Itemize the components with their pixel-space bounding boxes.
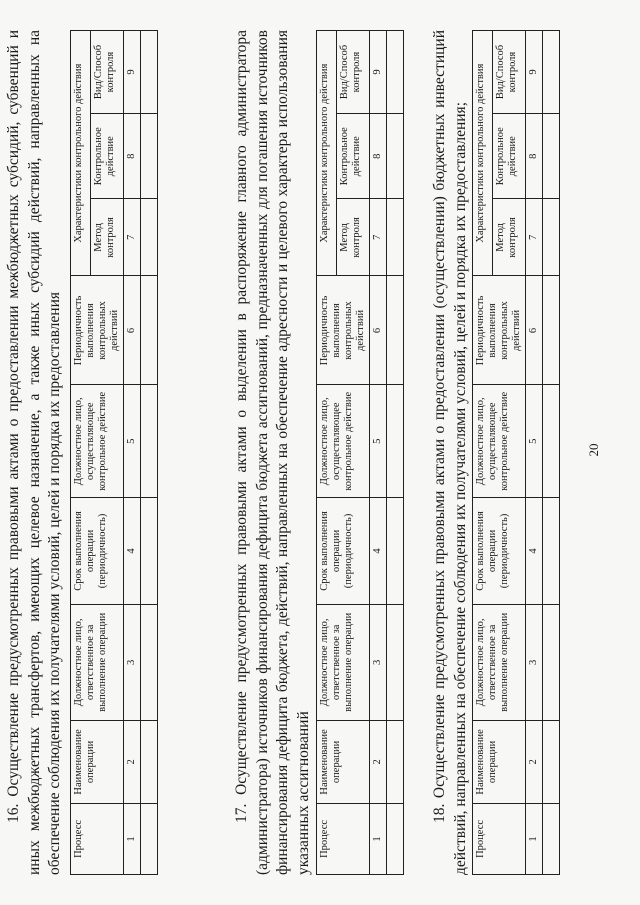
col-number: 4 (526, 498, 543, 605)
table-row-numbers (526, 31, 543, 875)
page-number: 20 (586, 443, 601, 457)
header-type: Вид/Способ контроля (492, 31, 525, 114)
table-row-numbers (124, 31, 141, 875)
col-number: 5 (526, 385, 543, 498)
col-number: 6 (124, 276, 141, 385)
col-number: 8 (370, 114, 387, 199)
header-process: Процесс (473, 803, 526, 874)
section-17-paragraph: 17. Осуществление предусмотренных правовыми актами о выделении в распоряжение главного администратора (администратора) источников финансирования дефицита бюджета ассигнований, предназначенных для погашения источников финансирования дефицита бюджета, действий, направленных на обеспечение адресности и целевого характера использования указанных ассигнований (233, 30, 312, 875)
col-number: 4 (370, 498, 387, 605)
header-characteristics: Характеристики контрольного действия (317, 31, 337, 276)
header-periodicity: Периодичность выполнения контрольных действий (473, 276, 526, 385)
col-number: 5 (370, 385, 387, 498)
header-characteristics: Характеристики контрольного действия (473, 31, 493, 276)
header-operation-name: Наименование операции (317, 720, 370, 803)
col-number: 7 (124, 199, 141, 276)
table-row-empty (141, 31, 158, 875)
section-16-paragraph: 16. Осуществление предусмотренных правовыми актами о предоставлении межбюджетных субсидий, субвенций и иных межбюджетных трансфертов, имеющих целевое назначение, а также иных субсидий действий, направленных на обеспечение соблюдения их получателями условий, целей и порядка их предоставления (5, 30, 63, 875)
header-controller: Должностное лицо, осуществляющее контрольное действие (317, 385, 370, 498)
header-characteristics: Характеристики контрольного действия (71, 31, 91, 276)
table-row-empty (543, 31, 560, 875)
section-17-table (316, 30, 404, 875)
header-controller: Должностное лицо, осуществляющее контрольное действие (71, 385, 124, 498)
header-deadline: Срок выполнения операции (периодичность) (317, 498, 370, 605)
header-responsible: Должностное лицо, ответственное за выполнение операции (71, 604, 124, 720)
col-number: 9 (370, 31, 387, 114)
col-number: 9 (526, 31, 543, 114)
header-periodicity: Периодичность выполнения контрольных действий (317, 276, 370, 385)
header-controller: Должностное лицо, осуществляющее контрольное действие (473, 385, 526, 498)
col-number: 7 (526, 199, 543, 276)
header-type: Вид/Способ контроля (90, 31, 123, 114)
table-row-empty (387, 31, 404, 875)
table-row-numbers (370, 31, 387, 875)
col-number: 2 (370, 720, 387, 803)
header-method: Метод контроля (492, 199, 525, 276)
header-process: Процесс (71, 803, 124, 874)
header-type: Вид/Способ контроля (336, 31, 369, 114)
col-number: 6 (370, 276, 387, 385)
header-process: Процесс (317, 803, 370, 874)
col-number: 2 (526, 720, 543, 803)
col-number: 2 (124, 720, 141, 803)
header-method: Метод контроля (336, 199, 369, 276)
col-number: 8 (124, 114, 141, 199)
col-number: 3 (526, 604, 543, 720)
col-number: 7 (370, 199, 387, 276)
header-action: Контрольное действие (336, 114, 369, 199)
header-deadline: Срок выполнения операции (периодичность) (473, 498, 526, 605)
section-18-paragraph: 18. Осуществление предусмотренных правовыми актами о предоставлении (осуществлении) бюджетных инвестиций действий, направленных на обеспечение соблюдения их получателями условий, целей и порядка их предоставления; (431, 30, 469, 875)
col-number: 8 (526, 114, 543, 199)
header-operation-name: Наименование операции (71, 720, 124, 803)
section-16-table (70, 30, 158, 875)
col-number: 9 (124, 31, 141, 114)
header-responsible: Должностное лицо, ответственное за выполнение операции (473, 604, 526, 720)
col-number: 3 (124, 604, 141, 720)
col-number: 3 (370, 604, 387, 720)
header-action: Контрольное действие (90, 114, 123, 199)
header-method: Метод контроля (90, 199, 123, 276)
col-number: 1 (124, 803, 141, 874)
header-periodicity: Периодичность выполнения контрольных действий (71, 276, 124, 385)
header-action: Контрольное действие (492, 114, 525, 199)
header-operation-name: Наименование операции (473, 720, 526, 803)
col-number: 4 (124, 498, 141, 605)
col-number: 6 (526, 276, 543, 385)
col-number: 1 (526, 803, 543, 874)
header-responsible: Должностное лицо, ответственное за выполнение операции (317, 604, 370, 720)
col-number: 5 (124, 385, 141, 498)
section-18-table (472, 30, 560, 875)
header-deadline: Срок выполнения операции (периодичность) (71, 498, 124, 605)
col-number: 1 (370, 803, 387, 874)
